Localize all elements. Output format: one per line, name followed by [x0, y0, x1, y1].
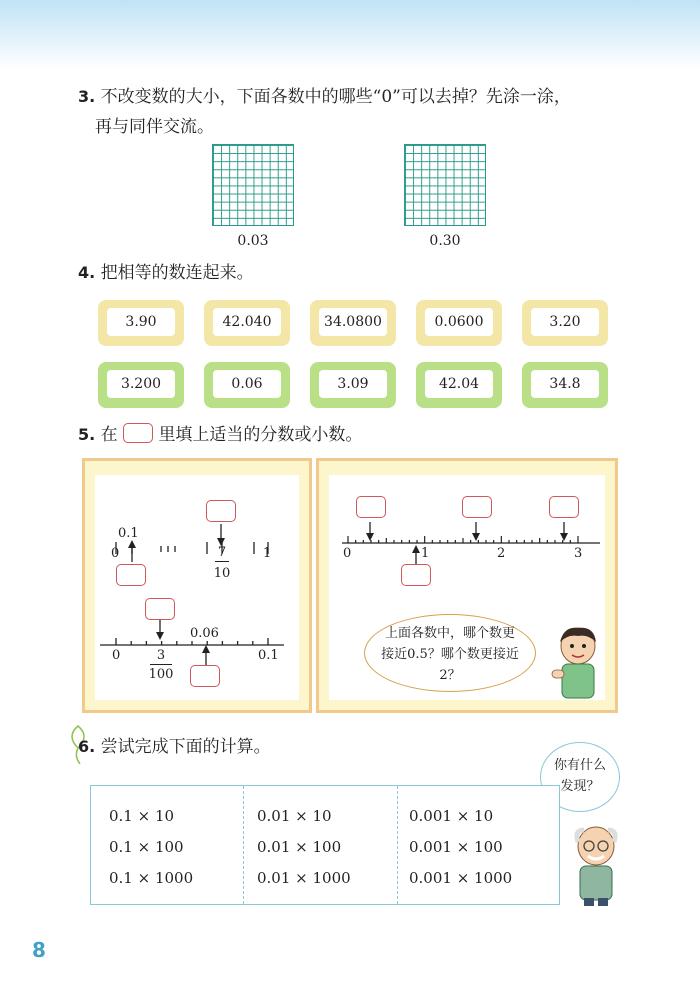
- calc-expression: 0.001 × 10: [409, 807, 494, 825]
- q3-text-line2: 再与同伴交流。: [95, 117, 214, 137]
- calc-column-3: [409, 801, 559, 894]
- card-value: 0.06: [213, 370, 281, 398]
- card-value: 42.04: [425, 370, 493, 398]
- arrow-head: [156, 632, 164, 640]
- card-top-4[interactable]: [416, 300, 502, 346]
- calc-column-1: [109, 801, 259, 894]
- tick-label-2: 2: [497, 546, 506, 561]
- card-value: 42.040: [213, 308, 281, 336]
- answer-box[interactable]: [190, 665, 220, 687]
- top-gradient-band: [0, 0, 700, 70]
- frac-numerator: 7: [215, 545, 229, 562]
- arrow-head: [366, 533, 374, 541]
- card-bottom-3[interactable]: [310, 362, 396, 408]
- tick-label-3: 3: [574, 546, 583, 561]
- frac-denominator: 10: [213, 566, 231, 581]
- card-value: 34.8: [531, 370, 599, 398]
- card-value: 34.0800: [319, 308, 387, 336]
- frac-denominator: 100: [148, 667, 174, 682]
- card-bottom-4[interactable]: [416, 362, 502, 408]
- label-0: 0: [111, 546, 120, 561]
- calc-box: [90, 785, 560, 905]
- boy-character-icon: [548, 624, 608, 704]
- calc-expression: 0.1 × 10: [109, 807, 175, 825]
- page-number: 8: [32, 938, 46, 962]
- card-bottom-1[interactable]: [98, 362, 184, 408]
- q6-text: [78, 732, 271, 762]
- label-0.06: 0.06: [190, 626, 219, 641]
- hint-speech-bubble: 上面各数中，哪个数更接近0.5？哪个数更接近2？: [364, 614, 536, 692]
- q4-text: [78, 258, 254, 288]
- card-top-2[interactable]: [204, 300, 290, 346]
- answer-box[interactable]: [206, 500, 236, 522]
- arrow-head: [128, 540, 136, 548]
- q4-text-body: 把相等的数连起来。: [100, 263, 254, 283]
- label-0: 0: [112, 648, 121, 663]
- calc-expression: 0.01 × 10: [257, 807, 332, 825]
- answer-box[interactable]: [401, 564, 431, 586]
- card-bottom-5[interactable]: [522, 362, 608, 408]
- q5-text: [78, 420, 362, 450]
- card-value: 3.90: [107, 308, 175, 336]
- card-bottom-2[interactable]: [204, 362, 290, 408]
- q6-number: 6.: [78, 737, 96, 756]
- card-top-5[interactable]: [522, 300, 608, 346]
- professor-character-icon: [566, 822, 626, 908]
- calc-expression: 0.1 × 100: [109, 838, 184, 856]
- card-value: 3.200: [107, 370, 175, 398]
- calc-column-2: [257, 801, 407, 894]
- answer-box[interactable]: [462, 496, 492, 518]
- q3-number: 3.: [78, 87, 96, 106]
- card-value: 3.09: [319, 370, 387, 398]
- tick-label-0: 0: [343, 546, 352, 561]
- q6-text-body: 尝试完成下面的计算。: [100, 737, 271, 757]
- card-value: 3.20: [531, 308, 599, 336]
- q5-text-pre: 在: [100, 425, 118, 445]
- label-0.1: 0.1: [118, 526, 139, 541]
- arrow-head: [472, 533, 480, 541]
- answer-box[interactable]: [549, 496, 579, 518]
- q4-number: 4.: [78, 263, 96, 282]
- frac-numerator: 3: [150, 648, 172, 665]
- calc-expression: 0.1 × 1000: [109, 869, 194, 887]
- arrow-head: [412, 545, 420, 553]
- q5-number: 5.: [78, 425, 96, 444]
- q5-text-post: 里填上适当的分数或小数。: [158, 425, 363, 445]
- grid-0.30[interactable]: [404, 144, 486, 226]
- card-top-1[interactable]: [98, 300, 184, 346]
- calc-expression: 0.01 × 1000: [257, 869, 351, 887]
- q5-inline-box-icon: [123, 423, 153, 443]
- answer-box[interactable]: [145, 598, 175, 620]
- arrow-head: [202, 645, 210, 653]
- card-value: 0.0600: [425, 308, 493, 336]
- answer-box[interactable]: [116, 564, 146, 586]
- calc-expression: 0.001 × 1000: [409, 869, 513, 887]
- label-0.1: 0.1: [258, 648, 279, 663]
- label-1: 1: [263, 546, 272, 561]
- grid-0.03[interactable]: [212, 144, 294, 226]
- arrow-head: [560, 533, 568, 541]
- calc-expression: 0.001 × 100: [409, 838, 503, 856]
- tick-label-1: 1: [421, 546, 430, 561]
- discovery-speech-bubble: 你有什么发现？: [540, 742, 620, 812]
- card-top-3[interactable]: [310, 300, 396, 346]
- q3-text-line1: 不改变数的大小，下面各数中的哪些“0”可以去掉？先涂一涂，: [100, 87, 571, 107]
- answer-box[interactable]: [356, 496, 386, 518]
- q3-text: [78, 82, 571, 112]
- grid-label-0.03: 0.03: [237, 233, 269, 249]
- grid-label-0.30: 0.30: [429, 233, 461, 249]
- calc-expression: 0.01 × 100: [257, 838, 342, 856]
